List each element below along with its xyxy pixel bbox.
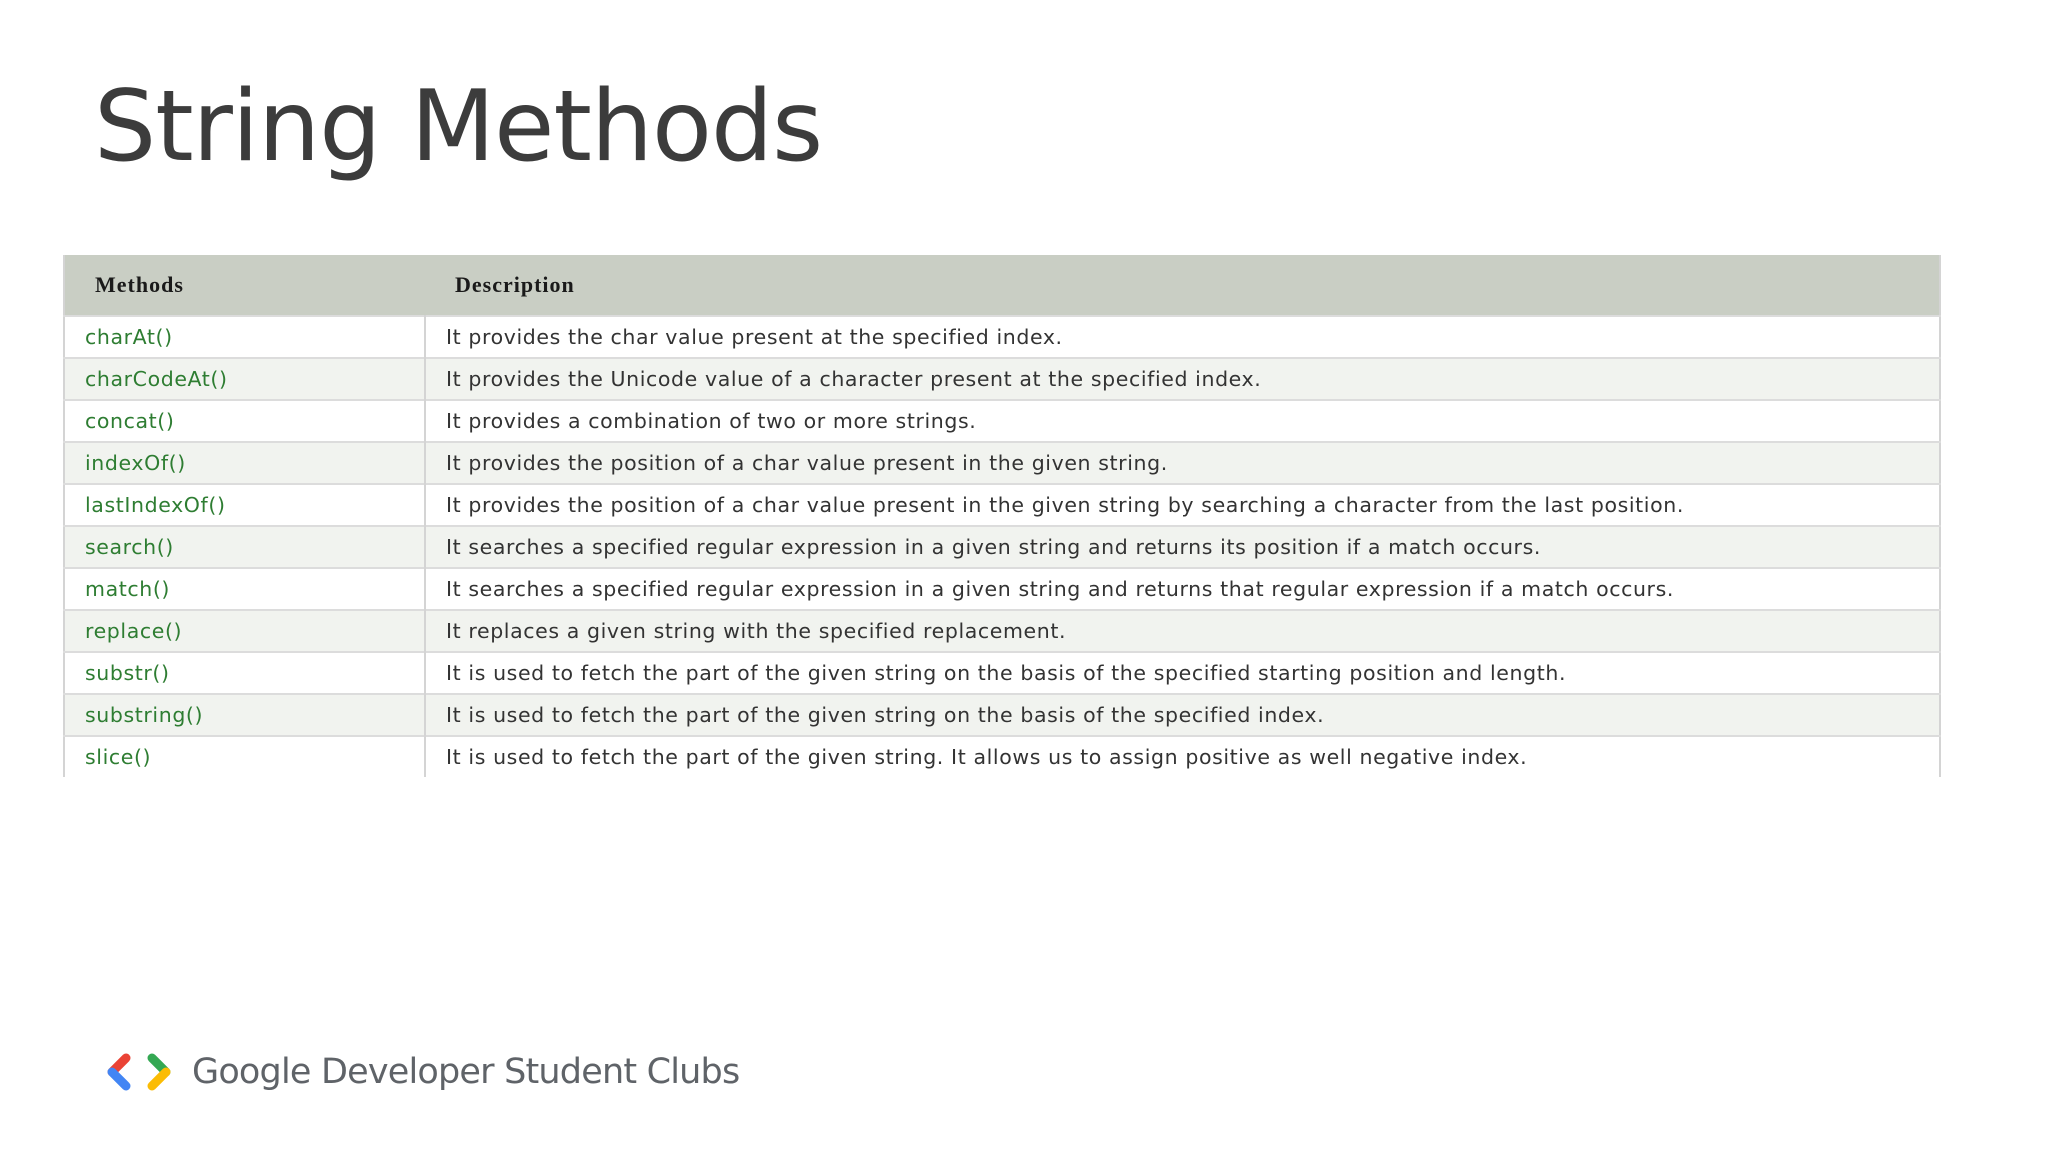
gdsc-yellow-stroke bbox=[152, 1072, 166, 1086]
method-name: indexOf() bbox=[64, 442, 425, 484]
gdsc-footer bbox=[104, 1052, 739, 1092]
table-row bbox=[64, 610, 1940, 652]
method-description: It provides the position of a char value present in the given string. bbox=[425, 442, 1940, 484]
method-name: substr() bbox=[64, 652, 425, 694]
method-description: It provides the position of a char value present in the given string by searching a character from the last position. bbox=[425, 484, 1940, 526]
table-row bbox=[64, 442, 1940, 484]
table-row bbox=[64, 400, 1940, 442]
method-name: charAt() bbox=[64, 316, 425, 358]
table-row bbox=[64, 568, 1940, 610]
method-name: concat() bbox=[64, 400, 425, 442]
gdsc-brackets-icon bbox=[104, 1052, 176, 1092]
table-row bbox=[64, 736, 1940, 777]
method-description: It replaces a given string with the specified replacement. bbox=[425, 610, 1940, 652]
table-header-row bbox=[64, 255, 1940, 316]
method-description: It provides the char value present at the specified index. bbox=[425, 316, 1940, 358]
method-name: lastIndexOf() bbox=[64, 484, 425, 526]
method-name: substring() bbox=[64, 694, 425, 736]
table-row bbox=[64, 652, 1940, 694]
gdsc-brand-text: Google Developer Student Clubs bbox=[192, 1052, 740, 1092]
method-description: It is used to fetch the part of the given string. It allows us to assign positive as well negative index. bbox=[425, 736, 1940, 777]
header-description: Description bbox=[425, 255, 1940, 316]
slide-title: String Methods bbox=[94, 70, 823, 184]
method-description: It searches a specified regular expression in a given string and returns that regular expression if a match occurs. bbox=[425, 568, 1940, 610]
header-methods: Methods bbox=[64, 255, 425, 316]
method-name: search() bbox=[64, 526, 425, 568]
table-row bbox=[64, 526, 1940, 568]
table-row bbox=[64, 358, 1940, 400]
method-description: It is used to fetch the part of the given string on the basis of the specified starting position and length. bbox=[425, 652, 1940, 694]
gdsc-blue-stroke bbox=[112, 1072, 126, 1086]
table-row bbox=[64, 694, 1940, 736]
table-row bbox=[64, 484, 1940, 526]
method-description: It searches a specified regular expression in a given string and returns its position if a match occurs. bbox=[425, 526, 1940, 568]
method-description: It provides a combination of two or more strings. bbox=[425, 400, 1940, 442]
method-name: slice() bbox=[64, 736, 425, 777]
string-methods-table-container bbox=[63, 255, 1941, 1027]
method-name: charCodeAt() bbox=[64, 358, 425, 400]
string-methods-table bbox=[63, 255, 1941, 777]
method-description: It is used to fetch the part of the given string on the basis of the specified index. bbox=[425, 694, 1940, 736]
method-name: match() bbox=[64, 568, 425, 610]
method-name: replace() bbox=[64, 610, 425, 652]
table-row bbox=[64, 316, 1940, 358]
method-description: It provides the Unicode value of a character present at the specified index. bbox=[425, 358, 1940, 400]
